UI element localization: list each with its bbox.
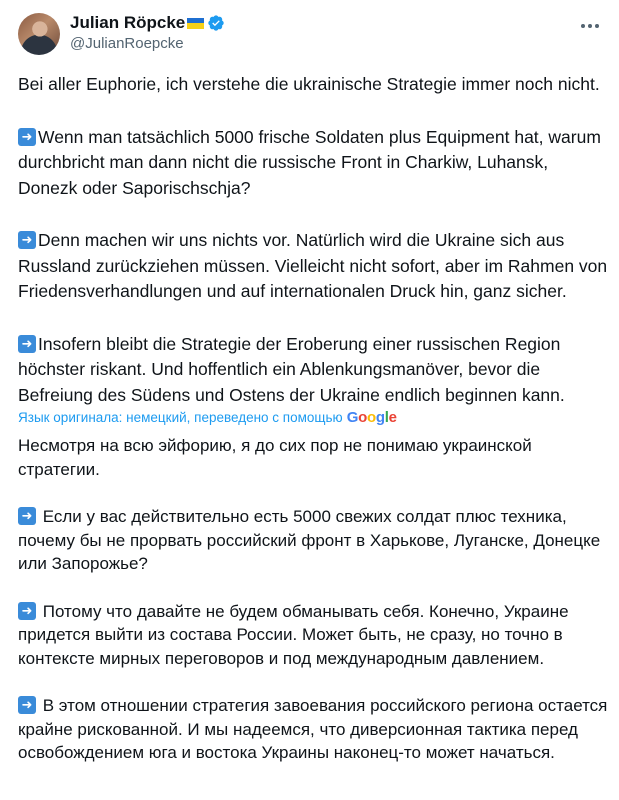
google-logo: Google (346, 409, 397, 426)
original-paragraph-4: ➜Insofern bleibt die Strategie der Eroberung einer russischen Region höchster riskant. Und hoffentlich ein Ablenkungsmanöver, bevor die Befreiung des Südens und Ostens der Ukraine endlich beginnen kann. (18, 332, 608, 409)
tweet-header (0, 0, 619, 70)
right-arrow-emoji-icon (18, 507, 36, 525)
right-arrow-emoji-icon (18, 602, 36, 620)
author-name[interactable]: Julian Röpcke (70, 13, 186, 32)
translated-paragraph-3: ➜ Потому что давайте не будем обманывать себя. Конечно, Украине придется выйти из состава России. Может быть, не сразу, но точно в контексте мирных переговоров и под международным давлением. (18, 600, 608, 671)
original-paragraph-1: Bei aller Euphorie, ich verstehe die ukrainische Strategie immer noch nicht. (18, 74, 600, 94)
translated-paragraph-2: ➜ Если у вас действительно есть 5000 свежих солдат плюс техника, почему бы не прорвать российский фронт в Харькове, Луганске, Донецке или Запорожье? (18, 505, 608, 576)
author-handle[interactable]: @JulianRoepcke (70, 35, 184, 52)
avatar[interactable] (18, 13, 60, 55)
translation-note[interactable] (18, 408, 608, 428)
right-arrow-emoji-icon (18, 128, 36, 146)
original-paragraph-2: ➜Wenn man tatsächlich 5000 frische Soldaten plus Equipment hat, warum durchbricht man dann nicht die russische Front in Charkiw, Luhansk, Donezk oder Saporischschja? (18, 125, 608, 202)
right-arrow-emoji-icon (18, 335, 36, 353)
translated-paragraph-4: ➜ В этом отношении стратегия завоевания российского региона остается крайне рискованной. И мы надеемся, что диверсионная тактика перед освобождением юга и востока Украины наконец-то может начаться. (18, 694, 608, 765)
verified-badge-icon[interactable] (207, 14, 225, 32)
right-arrow-emoji-icon (18, 696, 36, 714)
ukraine-flag-icon (187, 18, 204, 29)
original-paragraph-3: ➜Denn machen wir uns nichts vor. Natürlich wird die Ukraine sich aus Russland zurückziehen müssen. Vielleicht nicht sofort, aber im Rahmen von Friedensverhandlungen und auf internationalen Druck hin, ganz sicher. (18, 228, 608, 305)
more-options-icon[interactable] (577, 16, 603, 36)
translated-paragraph-1: Несмотря на всю эйфорию, я до сих пор не понимаю украинской стратегии. (18, 436, 532, 479)
right-arrow-emoji-icon (18, 231, 36, 249)
author-name-row (70, 12, 225, 34)
translation-note-text: Язык оригинала: немецкий, переведено с помощью (18, 410, 343, 425)
tweet-body (18, 72, 608, 789)
